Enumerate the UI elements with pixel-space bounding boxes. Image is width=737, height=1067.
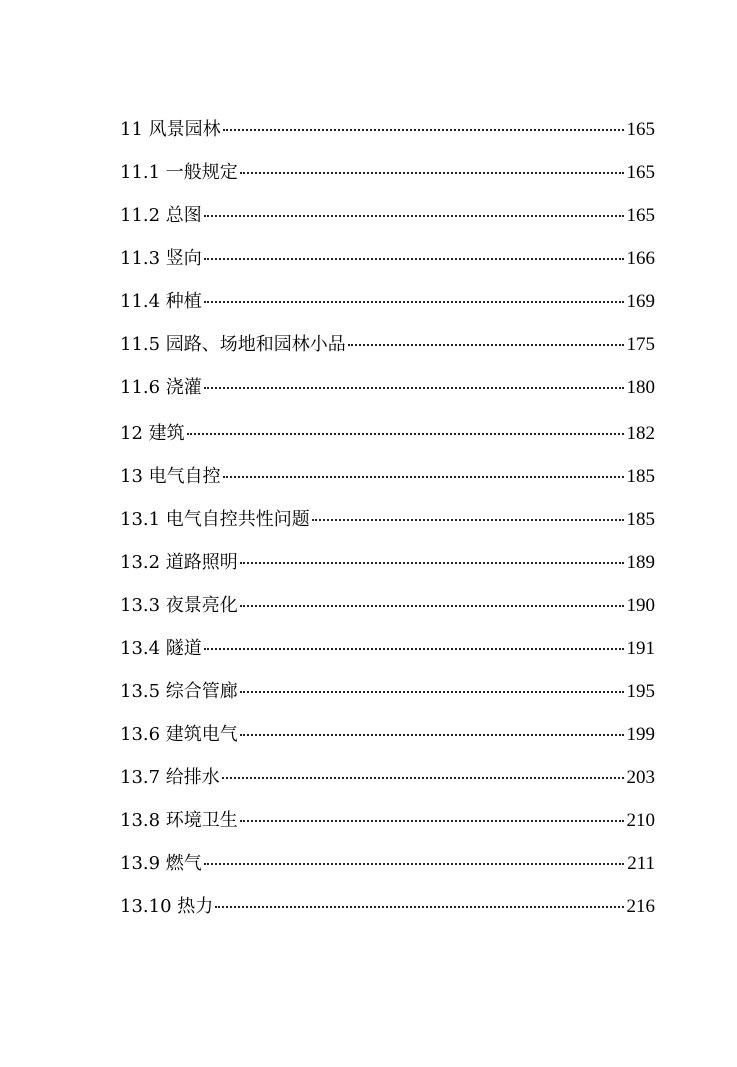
- dot-leader: [204, 215, 624, 217]
- dot-leader: [240, 562, 624, 564]
- toc-entry[interactable]: [120, 155, 655, 198]
- toc-entry-page: 190: [626, 595, 655, 616]
- toc-entry-label: 13.7 给排水: [120, 767, 220, 788]
- dot-leader: [312, 519, 624, 521]
- dot-leader: [240, 172, 624, 174]
- toc-entry-label: 13.2 道路照明: [120, 552, 238, 573]
- toc-entry-label: 13.9 燃气: [120, 853, 202, 874]
- toc-entry-page: 185: [626, 509, 655, 530]
- dot-leader: [204, 387, 624, 389]
- toc-entry-page: 191: [626, 638, 655, 659]
- toc-entry-label: 13.1 电气自控共性问题: [120, 509, 310, 530]
- toc-entry-label: 13.8 环境卫生: [120, 810, 238, 831]
- dot-leader: [187, 433, 624, 435]
- toc-entry-page: 182: [626, 423, 655, 444]
- toc-entry-label: 13.6 建筑电气: [120, 724, 238, 745]
- toc-entry-label: 11.1 一般规定: [120, 162, 238, 183]
- dot-leader: [348, 344, 624, 346]
- toc-entry-label: 13.3 夜景亮化: [120, 595, 238, 616]
- toc-entry-page: 165: [626, 162, 655, 183]
- dot-leader: [223, 129, 624, 131]
- dot-leader: [240, 691, 624, 693]
- toc-entry[interactable]: [120, 631, 655, 674]
- toc-entry[interactable]: [120, 545, 655, 588]
- toc-entry-label: 13.10 热力: [120, 896, 214, 917]
- toc-entry-label: 13.4 隧道: [120, 638, 202, 659]
- toc-entry-page: 211: [627, 853, 655, 874]
- toc-entry-label: 11.4 种植: [120, 291, 202, 312]
- dot-leader: [240, 734, 624, 736]
- table-of-contents: [120, 112, 655, 932]
- dot-leader: [215, 906, 623, 908]
- toc-entry-page: 185: [626, 466, 655, 487]
- toc-entry-page: 165: [626, 205, 655, 226]
- toc-entry-label: 13 电气自控: [120, 466, 221, 487]
- toc-entry-page: 166: [626, 248, 655, 269]
- toc-entry-page: 195: [626, 681, 655, 702]
- toc-entry-label: 11.5 园路、场地和园林小品: [120, 334, 346, 355]
- toc-entry-page: 165: [626, 119, 655, 140]
- toc-entry-label: 11.3 竖向: [120, 248, 202, 269]
- dot-leader: [240, 605, 624, 607]
- toc-entry-page: 175: [626, 334, 655, 355]
- dot-leader: [223, 476, 624, 478]
- dot-leader: [204, 648, 624, 650]
- toc-entry[interactable]: [120, 327, 655, 370]
- dot-leader: [222, 777, 624, 779]
- toc-entry-page: 180: [626, 377, 655, 398]
- toc-entry[interactable]: [120, 760, 655, 803]
- toc-entry[interactable]: [120, 284, 655, 327]
- toc-entry-label: 11.6 浇灌: [120, 377, 202, 398]
- toc-entry[interactable]: [120, 459, 655, 502]
- dot-leader: [204, 863, 624, 865]
- toc-entry-page: 216: [626, 896, 655, 917]
- toc-entry-page: 199: [626, 724, 655, 745]
- toc-entry[interactable]: [120, 674, 655, 717]
- toc-entry[interactable]: [120, 846, 655, 889]
- toc-entry[interactable]: [120, 889, 655, 932]
- toc-entry[interactable]: [120, 803, 655, 846]
- dot-leader: [204, 258, 624, 260]
- toc-entry[interactable]: [120, 416, 655, 459]
- toc-entry-label: 11 风景园林: [120, 119, 221, 140]
- toc-entry[interactable]: [120, 241, 655, 284]
- dot-leader: [240, 820, 624, 822]
- dot-leader: [204, 301, 624, 303]
- toc-entry[interactable]: [120, 588, 655, 631]
- toc-entry-label: 13.5 综合管廊: [120, 681, 238, 702]
- toc-entry-page: 203: [626, 767, 655, 788]
- toc-entry-page: 189: [626, 552, 655, 573]
- toc-entry[interactable]: [120, 112, 655, 155]
- toc-entry-label: 11.2 总图: [120, 205, 202, 226]
- toc-entry[interactable]: [120, 717, 655, 760]
- toc-entry-page: 210: [626, 810, 655, 831]
- toc-entry-page: 169: [626, 291, 655, 312]
- toc-entry-label: 12 建筑: [120, 423, 185, 444]
- toc-entry[interactable]: [120, 198, 655, 241]
- toc-entry[interactable]: [120, 370, 655, 413]
- toc-entry[interactable]: [120, 502, 655, 545]
